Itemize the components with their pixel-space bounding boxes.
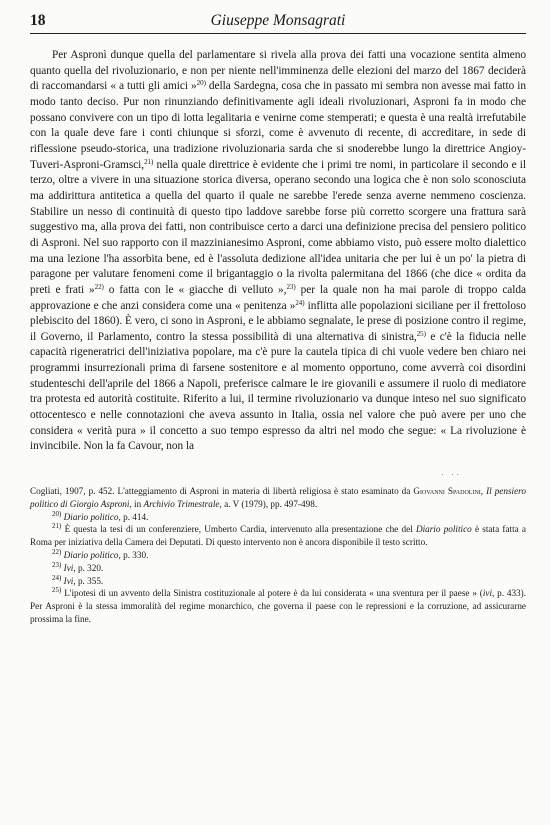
body-paragraph	[30, 48, 526, 455]
footnote-22: $^{22)}$ Diario politico, p. 330.	[52, 548, 149, 561]
page-number: 18	[30, 12, 46, 29]
footnote-21: $^{21)}$ È questa la tesi di un conferenziere, Umberto Cardia, intervenuto alla presentazione che del Diario politico è stata fatta a Roma per iniziativa della Camera dei Deputati. Di questo intervento non è ancora disponibile il testo scritto.	[30, 522, 527, 548]
footnote-24: $^{24)}$ Ivi, p. 355.	[52, 573, 104, 586]
book-page	[30, 12, 526, 626]
cited-title: Il pensiero politico di Giorgio Asproni	[30, 486, 526, 509]
body-text: per la quale non ha mai parole di troppo calda approvazione e che anzi considera come una « penitenza »	[30, 283, 526, 312]
footnote-ref-20[interactable]: 20)	[196, 79, 206, 88]
body-text: e c'è la fiducia nelle capacità rigeneratrici dell'iniziativa popolare, ma c'è pure la cautela tipica di chi vuole vedere ben chiaro nei programmi insurrezionali prima di farsene sostenitore e al momento opportuno, come avverrà coi disordini studenteschi dell'aprile del 1866 a Napoli, preferisce calmare le ire giovanili e assumere il ruolo di mediatore tra protesta ed autorità costituite. Riferito a lui, il termine rivoluzionario va dunque inteso nel suo significato ottocentesco e nelle connotazioni che aveva assunto in Italia, ossia nel valore che può avere per uno che considera « verità pura » il concetto a suo tempo espresso da altri nel modo che segue: « La rivoluzione è invincibile. Non la fa Cavour, non la	[30, 330, 526, 453]
footnote-ref-22[interactable]: 22)	[94, 282, 104, 291]
body-text: Per Aspronì dunque quella del parlamentare si rivela alla prova dei fatti una vocazione sentita almeno quanto quella del rivoluzionario, e non per niente nell'imminenza delle elezioni del marzo del 1867 deciderà di raccomandarsi « a tutti gli amici »	[30, 49, 526, 93]
cited-journal: Archivio Trimestrale	[143, 498, 220, 509]
footnote-ref-24[interactable]: 24)	[295, 298, 305, 307]
body-text: inflitta alle popolazioni siciliane per il frettoloso plebiscito del 1860). È vero, ci sono in Asproni, e le abbiamo segnalate, le prese di posizione contro il regime, il Governo, il Parlamento, contro la stessa possibilità di una alternativa di sinistra,	[30, 299, 526, 343]
footnote-25: $^{25)}$ L'ipotesi di un avvento della Sinistra costituzionale al potere è da lui considerata « una sventura per il paese » (ivi, p. 433). Per Asproni è la stessa immoralità del regime monarchico, che governa il paese con le repressioni e la corruzione, ad assicurarne prossima la fine.	[30, 586, 526, 625]
footnote-ref-21[interactable]: 21)	[144, 157, 154, 166]
body-text: della Sardegna, cosa che in passato mi sembra non avesse mai fatto in modo tanto deciso. Pur non rinunziando definitivamente agli ideali rivoluzionari, Asproni fa in modo che possano convivere con un tipo di lotta legalitaria e venirne come stemperati; e questa è una realtà irrefutabile con la quale deve fare i conti chiunque si sforzi, come è avvenuto di recente, di accreditare, in sede di riflessione pseudo-storica, una tradizione rivoluzionaria sarda che si snoderebbe lungo la direttrice Angioy-Tuveri-Asproni-Gramsci,	[30, 80, 526, 171]
running-title: Giuseppe Monsagrati	[210, 12, 346, 29]
header-rule	[30, 33, 526, 34]
footnote-ref-23[interactable]: 23)	[286, 282, 296, 291]
body-text: nella quale direttrice è evidente che i primi tre nomi, in particolare il secondo e il terzo, oltre a vivere in una situazione storica diversa, operano secondo una logica che è non solo sconosciuta ma addirittura antitetica a quella del quarto il quale ne sarebbe l'erede senza averne nemmeno coscienza. Stabilire un nesso di continuità di questo tipo laddove sarebbe forse più corretto scorgere una frattura sarà suggestivo ma, alla prova dei fatti, non contribuisce certo a darci una definizione precisa del pensiero politico di Asproni. Nel suo rapporto con il mazzinianesimo Asproni, come abbiamo visto, può essere molto dialettico ma una lezione l'ha assorbita bene, ed è l'assoluta dedizione all'idea unitaria che per lui è un po' la pietra di paragone per valutare fenomeni come il brigantaggio o la rivolta palermitana del 1866 (che dice « ordita da preti e frati »	[30, 158, 526, 296]
footnote-continued: Cogliati, 1907, p. 452. L'atteggiamento di Asproni in materia di libertà religiosa è stato esaminato da Giovanni Spadolini, Il pensiero politico di Giorgio Asproni, in Archivio Trimestrale, a. V (1979), pp. 497-498.	[30, 486, 526, 509]
footnote-separator	[30, 459, 526, 485]
separator-marks: · ··	[441, 471, 462, 480]
running-header	[30, 12, 526, 33]
footnotes	[30, 485, 526, 626]
cited-author: Giovanni Spadolini	[413, 486, 481, 497]
footnote-23: $^{23)}$ Ivi, p. 320.	[52, 560, 104, 573]
body-text: o fatta con le « giacche di velluto »,	[103, 283, 287, 296]
footnote-ref-25[interactable]: 25)	[416, 329, 426, 338]
footnote-20: $^{20)}$ Diario politico, p. 414.	[52, 509, 149, 522]
